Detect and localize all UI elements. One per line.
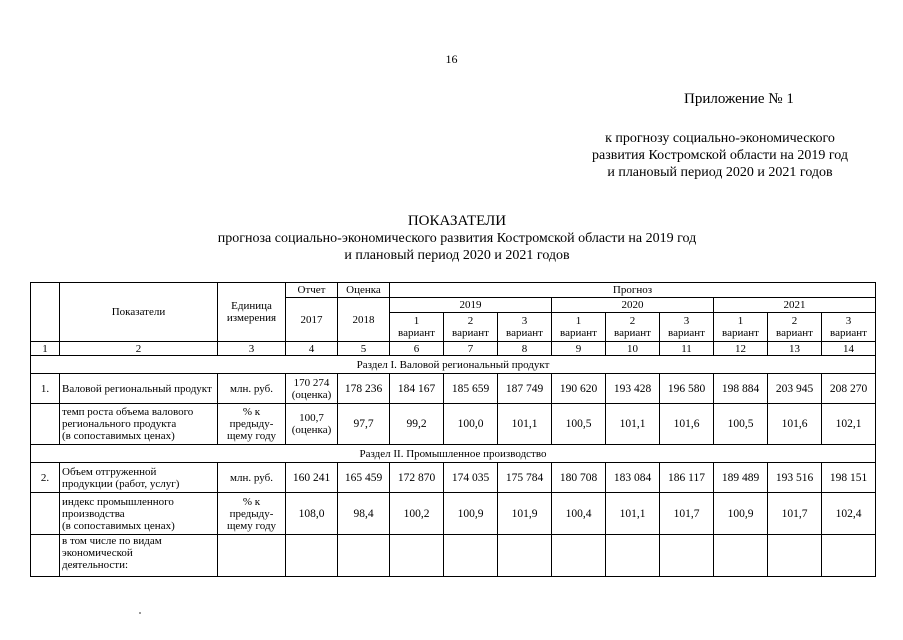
section-heading: Раздел II. Промышленное производство: [31, 445, 876, 463]
header-variant: 1 вариант: [552, 313, 606, 342]
table-row: [31, 374, 876, 404]
unit-cell: % к предыду- щему году: [218, 493, 286, 535]
indicator-name: темп роста объема валового регионального продукта (в сопоставимых ценах): [60, 404, 218, 445]
appendix-subtitle-line: к прогнозу социально-экономического: [605, 131, 835, 146]
header-variant: 3 вариант: [822, 313, 876, 342]
value-cell: 190 620: [552, 374, 606, 404]
header-year-2020: 2020: [552, 298, 714, 313]
report-cell: 100,7 (оценка): [286, 404, 338, 445]
col-number: 2: [60, 342, 218, 356]
report-cell: 170 274 (оценка): [286, 374, 338, 404]
value-cell: 101,1: [498, 404, 552, 445]
header-variant: 3 вариант: [498, 313, 552, 342]
col-number: 10: [606, 342, 660, 356]
empty-cell: [768, 535, 822, 577]
value-cell: 178 236: [338, 374, 390, 404]
value-cell: 180 708: [552, 463, 606, 493]
value-cell: 102,4: [822, 493, 876, 535]
value-cell: 208 270: [822, 374, 876, 404]
value-cell: 175 784: [498, 463, 552, 493]
empty-cell: [498, 535, 552, 577]
value-cell: 100,9: [714, 493, 768, 535]
value-cell: 183 084: [606, 463, 660, 493]
section-heading: Раздел I. Валовой региональный продукт: [31, 356, 876, 374]
indicator-name: в том числе по видам экономической деятельности:: [60, 535, 218, 577]
row-number: [31, 535, 60, 577]
table-row: [31, 535, 876, 577]
value-cell: 160 241: [286, 463, 338, 493]
header-year-2019: 2019: [390, 298, 552, 313]
col-number: 1: [31, 342, 60, 356]
value-cell: 101,6: [768, 404, 822, 445]
appendix-subtitle-line: и плановый период 2020 и 2021 годов: [607, 165, 833, 180]
header-forecast: Прогноз: [390, 283, 876, 298]
unit-cell: млн. руб.: [218, 463, 286, 493]
empty-cell: [822, 535, 876, 577]
value-cell: 174 035: [444, 463, 498, 493]
header-variant: 2 вариант: [444, 313, 498, 342]
value-cell: 196 580: [660, 374, 714, 404]
col-number: 11: [660, 342, 714, 356]
empty-cell: [552, 535, 606, 577]
col-number: 4: [286, 342, 338, 356]
value-cell: 101,1: [606, 493, 660, 535]
value-cell: 102,1: [822, 404, 876, 445]
value-cell: 100,0: [444, 404, 498, 445]
empty-cell: [390, 535, 444, 577]
header-year-2017: 2017: [286, 298, 338, 342]
header-unit: Единица измерения: [218, 283, 286, 342]
heading-line: и плановый период 2020 и 2021 годов: [344, 248, 570, 263]
table-row: [31, 493, 876, 535]
appendix-subtitle: [560, 130, 880, 181]
unit-cell: % к предыду- щему году: [218, 404, 286, 445]
col-number: 5: [338, 342, 390, 356]
value-cell: 101,9: [498, 493, 552, 535]
header-variant: 2 вариант: [768, 313, 822, 342]
header-variant: 1 вариант: [714, 313, 768, 342]
page-number: 16: [445, 52, 458, 66]
value-cell: 101,7: [660, 493, 714, 535]
value-cell: 97,7: [338, 404, 390, 445]
value-cell: 100,5: [552, 404, 606, 445]
value-cell: 165 459: [338, 463, 390, 493]
empty-cell: [286, 535, 338, 577]
empty-cell: [660, 535, 714, 577]
value-cell: 100,2: [390, 493, 444, 535]
value-cell: 172 870: [390, 463, 444, 493]
header-variant: 1 вариант: [390, 313, 444, 342]
header-indicators: Показатели: [60, 283, 218, 342]
value-cell: 184 167: [390, 374, 444, 404]
col-number: 3: [218, 342, 286, 356]
document-heading: [150, 213, 764, 264]
value-cell: 98,4: [338, 493, 390, 535]
indicator-name: Валовой региональный продукт: [60, 374, 218, 404]
column-number-row: [31, 342, 876, 356]
value-cell: 100,5: [714, 404, 768, 445]
empty-cell: [218, 535, 286, 577]
value-cell: 185 659: [444, 374, 498, 404]
heading-line: ПОКАЗАТЕЛИ: [407, 213, 507, 229]
col-number: 9: [552, 342, 606, 356]
col-number: 13: [768, 342, 822, 356]
header-num-cell: [31, 283, 60, 342]
appendix-subtitle-line: развития Костромской области на 2019 год: [592, 148, 848, 163]
value-cell: 101,6: [660, 404, 714, 445]
header-year-2021: 2021: [714, 298, 876, 313]
row-number: 1.: [31, 374, 60, 404]
empty-cell: [444, 535, 498, 577]
value-cell: 189 489: [714, 463, 768, 493]
col-number: 12: [714, 342, 768, 356]
value-cell: 203 945: [768, 374, 822, 404]
indicators-table: [30, 282, 876, 577]
value-cell: 187 749: [498, 374, 552, 404]
header-variant: 2 вариант: [606, 313, 660, 342]
empty-cell: [606, 535, 660, 577]
col-number: 14: [822, 342, 876, 356]
col-number: 6: [390, 342, 444, 356]
table-row: [31, 463, 876, 493]
table-row: [31, 404, 876, 445]
indicator-name: индекс промышленного производства (в сопоставимых ценах): [60, 493, 218, 535]
value-cell: 198 884: [714, 374, 768, 404]
value-cell: 99,2: [390, 404, 444, 445]
heading-line: прогноза социально-экономического развития Костромской области на 2019 год: [217, 231, 697, 246]
value-cell: 100,4: [552, 493, 606, 535]
value-cell: 193 516: [768, 463, 822, 493]
col-number: 8: [498, 342, 552, 356]
scan-speck: [139, 612, 141, 614]
row-number: [31, 404, 60, 445]
value-cell: 198 151: [822, 463, 876, 493]
value-cell: 101,7: [768, 493, 822, 535]
header-variant: 3 вариант: [660, 313, 714, 342]
header-estimate: Оценка: [338, 283, 390, 298]
appendix-title: Приложение № 1: [684, 91, 794, 107]
unit-cell: млн. руб.: [218, 374, 286, 404]
col-number: 7: [444, 342, 498, 356]
row-number: 2.: [31, 463, 60, 493]
indicator-name: Объем отгруженной продукции (работ, услуг): [60, 463, 218, 493]
header-year-2018: 2018: [338, 298, 390, 342]
value-cell: 100,9: [444, 493, 498, 535]
value-cell: 108,0: [286, 493, 338, 535]
value-cell: 101,1: [606, 404, 660, 445]
value-cell: 186 117: [660, 463, 714, 493]
empty-cell: [714, 535, 768, 577]
row-number: [31, 493, 60, 535]
header-report: Отчет: [286, 283, 338, 298]
value-cell: 193 428: [606, 374, 660, 404]
empty-cell: [338, 535, 390, 577]
